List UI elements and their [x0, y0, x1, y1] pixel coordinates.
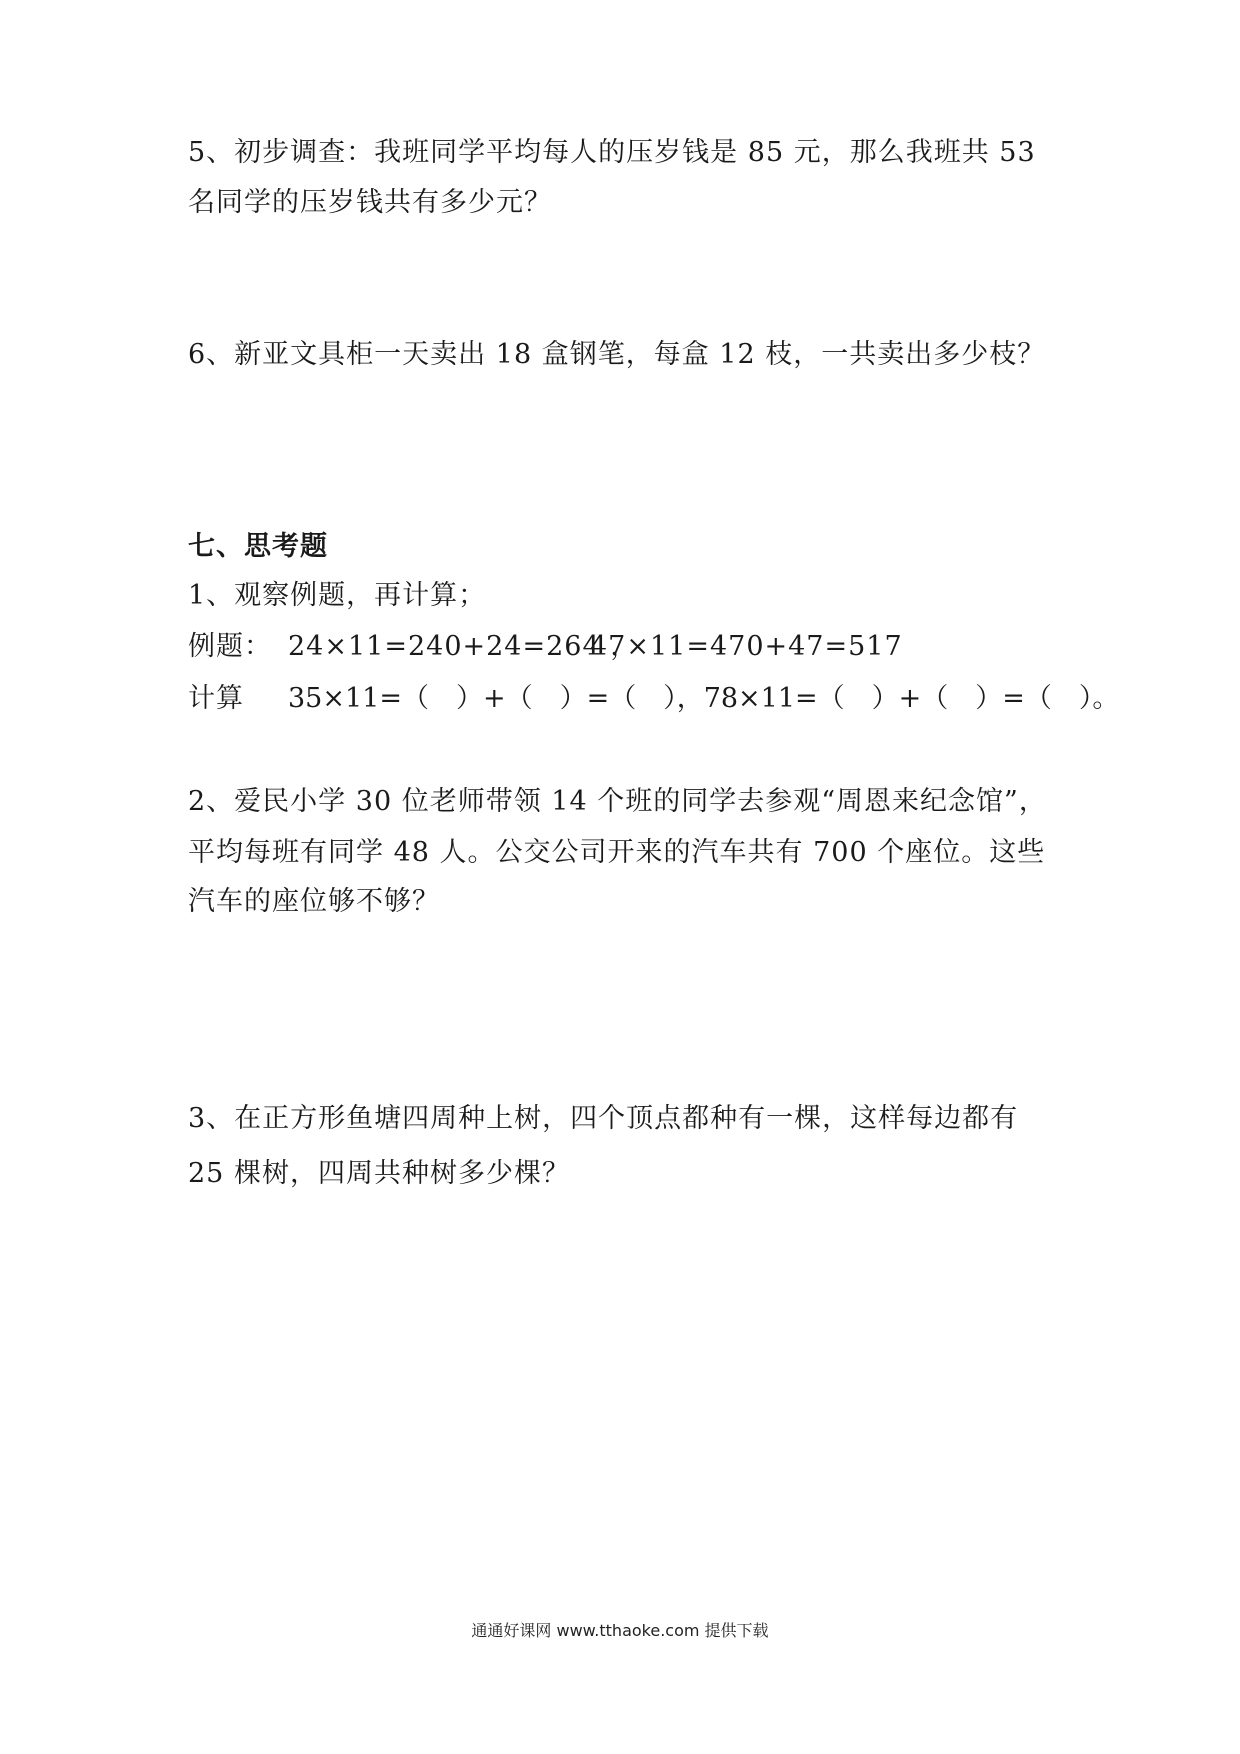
section-7-question-1-example-row: [188, 630, 1048, 664]
example-1: 24×11=240+24=264 ，: [288, 631, 639, 662]
calc-expression: 35×11=（ ）+（ ）=（ ），78×11=（ ）+（ ）=（ ）。: [288, 683, 1120, 714]
page-footer: 通通好课网 www.tthaoke.com 提供下载: [471, 1621, 769, 1640]
question-5-line-2: 名同学的压岁钱共有多少元？: [188, 187, 552, 218]
example-label: 例题：: [188, 631, 272, 662]
question-5-line-1: 5、初步调查：我班同学平均每人的压岁钱是 85 元，那么我班共 53: [188, 137, 1036, 168]
section-7-question-2-line-3: 汽车的座位够不够？: [188, 886, 440, 917]
section-7-question-2-line-2: 平均每班有同学 48 人。公交公司开来的汽车共有 700 个座位。这些: [188, 837, 1046, 868]
section-7-question-2-line-1: 2、爱民小学 30 位老师带领 14 个班的同学去参观“周恩来纪念馆”，: [188, 786, 1047, 817]
section-7-heading: 七、思考题: [188, 531, 328, 562]
section-7-question-1-line-1: 1、观察例题，再计算；: [188, 580, 487, 611]
section-7-question-3-line-2: 25 棵树，四周共种树多少棵？: [188, 1158, 570, 1189]
question-6-line-1: 6、新亚文具柜一天卖出 18 盒钢笔，每盒 12 枝，一共卖出多少枝？: [188, 339, 1046, 370]
example-2: 47×11=470+47=517: [590, 631, 903, 662]
calc-label: 计算: [188, 683, 244, 714]
section-7-question-1-calc-row: [188, 682, 1120, 716]
section-7-question-3-line-1: 3、在正方形鱼塘四周种上树，四个顶点都种有一棵，这样每边都有: [188, 1103, 1019, 1134]
